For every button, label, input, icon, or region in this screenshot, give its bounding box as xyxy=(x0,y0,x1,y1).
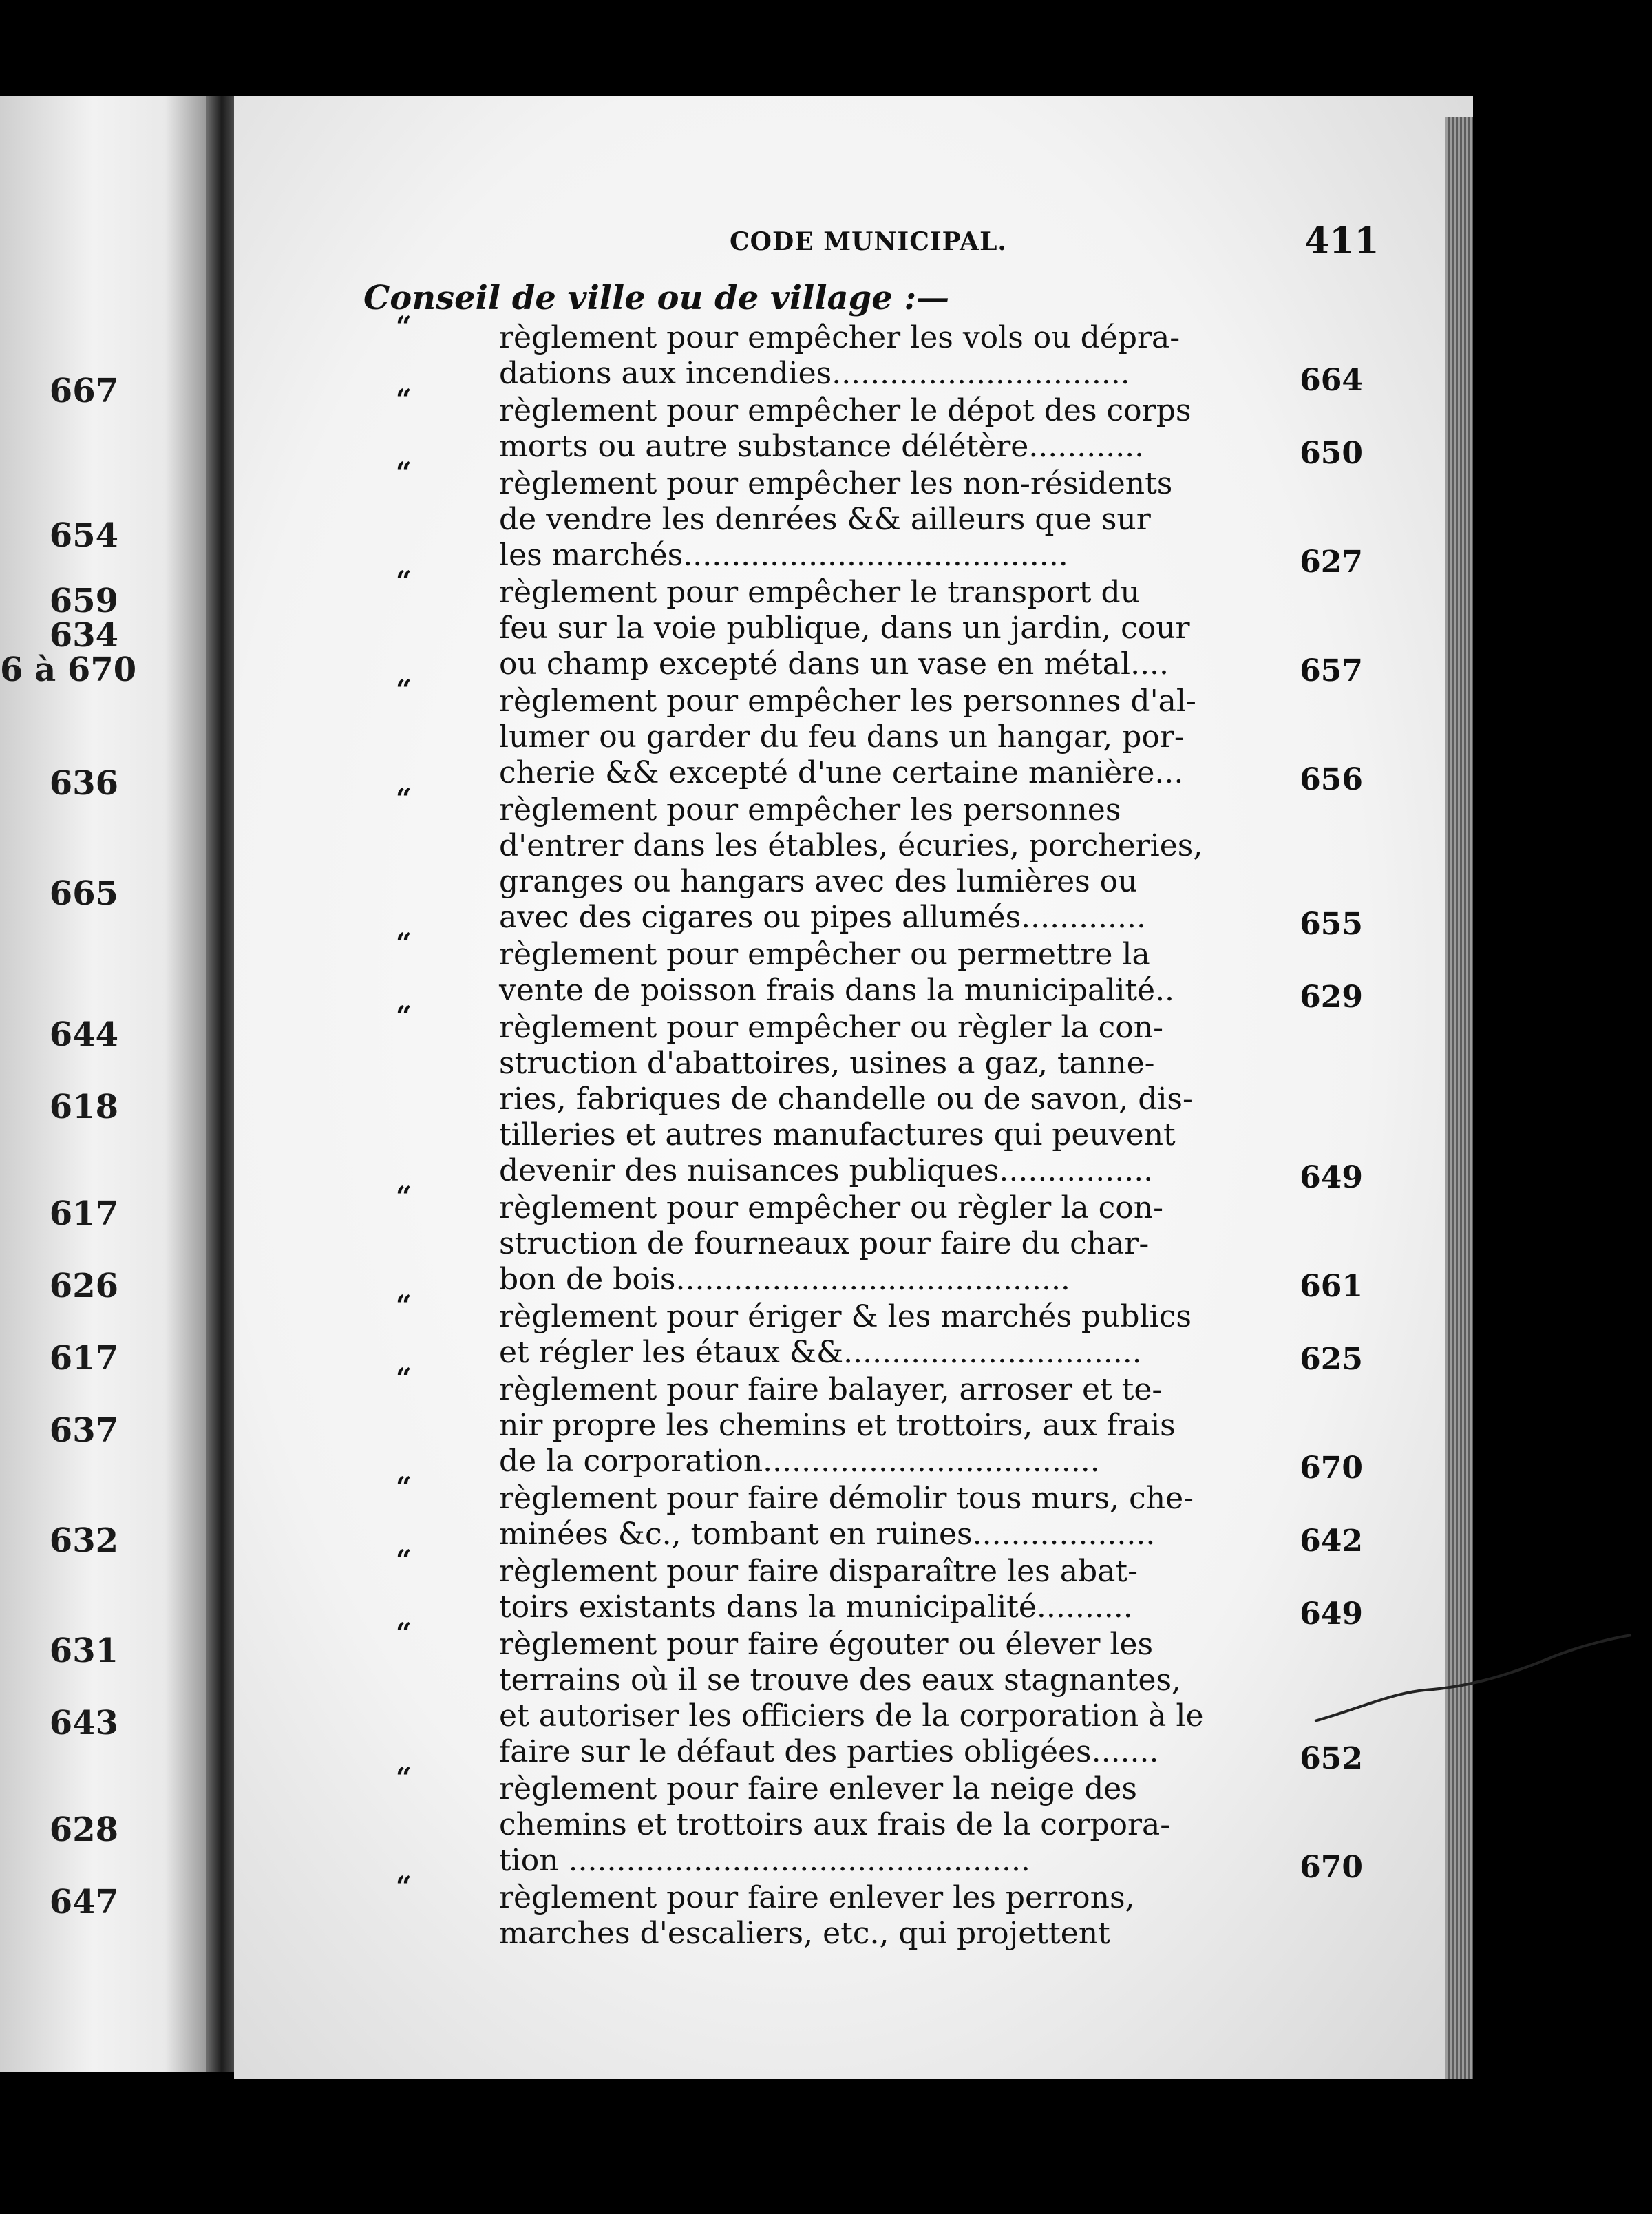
ditto-mark: “ xyxy=(396,927,412,960)
entry-line: terrains où il se trouve des eaux stagnantes, xyxy=(499,1663,1182,1698)
previous-page-reference: 667 xyxy=(49,372,118,410)
previous-page-reference: 654 xyxy=(49,516,118,555)
page-reference: 649 xyxy=(1300,1160,1363,1195)
entry-line: chemins et trottoirs aux frais de la corpora- xyxy=(499,1807,1171,1842)
entry-line: règlement pour faire enlever la neige des xyxy=(499,1771,1137,1806)
entry-line: règlement pour empêcher les personnes xyxy=(499,792,1121,827)
entry-line: tilleries et autres manufactures qui peuvent xyxy=(499,1117,1176,1152)
entry-line: règlement pour faire égouter ou élever les xyxy=(499,1627,1154,1662)
entry-line: nir propre les chemins et trottoirs, aux frais xyxy=(499,1408,1176,1443)
entry-line: tion ................................................ xyxy=(499,1843,1030,1878)
entry-line: règlement pour faire disparaître les abat- xyxy=(499,1554,1138,1589)
ditto-mark: “ xyxy=(396,1544,412,1577)
page-reference: 629 xyxy=(1300,980,1363,1015)
entry-line: règlement pour faire enlever les perrons, xyxy=(499,1880,1135,1915)
page-reference: 664 xyxy=(1300,363,1363,398)
ditto-mark: “ xyxy=(396,310,412,343)
entry-line: règlement pour empêcher les personnes d'al- xyxy=(499,684,1196,719)
entry-line: morts ou autre substance délétère............ xyxy=(499,429,1145,464)
entry-line: minées &c., tombant en ruines................... xyxy=(499,1517,1156,1552)
ditto-mark: “ xyxy=(396,456,412,489)
entry-line: règlement pour empêcher ou permettre la xyxy=(499,937,1150,972)
previous-page-reference: 6 à 670 xyxy=(0,651,137,689)
entry-line: ries, fabriques de chandelle ou de savon, dis- xyxy=(499,1082,1193,1117)
entry-line: les marchés........................................ xyxy=(499,538,1068,573)
entry-line: bon de bois......................................... xyxy=(499,1262,1070,1297)
entry-line: et régler les étaux &&............................... xyxy=(499,1335,1142,1370)
ditto-mark: “ xyxy=(396,565,412,598)
entry-line: dations aux incendies............................... xyxy=(499,356,1130,391)
page-reference: 642 xyxy=(1300,1524,1363,1559)
entry-line: règlement pour empêcher les non-résidents xyxy=(499,466,1173,501)
entry-line: de vendre les denrées && ailleurs que sur xyxy=(499,502,1151,537)
page-reference: 656 xyxy=(1300,762,1363,797)
previous-page-reference: 665 xyxy=(49,874,118,913)
ink-stroke-mark xyxy=(1308,1632,1638,1742)
previous-page-reference: 634 xyxy=(49,616,118,655)
previous-page-reference: 643 xyxy=(49,1704,118,1742)
entry-line: règlement pour empêcher les vols ou dépra- xyxy=(499,320,1180,355)
entry-line: règlement pour empêcher ou règler la con- xyxy=(499,1010,1163,1045)
ditto-mark: “ xyxy=(396,1471,412,1504)
ditto-mark: “ xyxy=(396,1000,412,1033)
entry-line: feu sur la voie publique, dans un jardin, cour xyxy=(499,611,1190,646)
entry-line: et autoriser les officiers de la corporation à le xyxy=(499,1698,1204,1733)
page-reference: 655 xyxy=(1300,907,1363,942)
page-reference: 627 xyxy=(1300,545,1363,580)
previous-page-reference: 632 xyxy=(49,1521,118,1560)
ditto-mark: “ xyxy=(396,383,412,416)
entry-line: cherie && excepté d'une certaine manière... xyxy=(499,755,1184,790)
entry-line: règlement pour empêcher ou règler la con- xyxy=(499,1190,1163,1225)
page-reference: 649 xyxy=(1300,1596,1363,1632)
entry-line: règlement pour faire démolir tous murs, che- xyxy=(499,1481,1194,1516)
ditto-mark: “ xyxy=(396,783,412,815)
page-number: 411 xyxy=(1304,220,1379,262)
entry-line: ou champ excepté dans un vase en métal.... xyxy=(499,646,1169,682)
entry-line: avec des cigares ou pipes allumés............. xyxy=(499,900,1146,935)
ditto-mark: “ xyxy=(396,674,412,706)
previous-page-reference: 626 xyxy=(49,1267,118,1305)
previous-page-reference: 631 xyxy=(49,1632,118,1670)
entry-line: lumer ou garder du feu dans un hangar, por- xyxy=(499,719,1185,755)
previous-page-reference: 628 xyxy=(49,1811,118,1849)
page-reference: 670 xyxy=(1300,1451,1363,1486)
entry-line: devenir des nuisances publiques................ xyxy=(499,1153,1154,1188)
ditto-mark: “ xyxy=(396,1870,412,1903)
entry-line: règlement pour empêcher le dépot des corps xyxy=(499,393,1192,428)
entry-line: struction d'abattoires, usines a gaz, tanne- xyxy=(499,1046,1155,1081)
entry-line: de la corporation................................... xyxy=(499,1444,1100,1479)
page-reference: 650 xyxy=(1300,436,1363,471)
previous-page-reference: 659 xyxy=(49,582,118,620)
entry-line: faire sur le défaut des parties obligées....... xyxy=(499,1734,1159,1769)
entry-line: règlement pour empêcher le transport du xyxy=(499,575,1140,610)
ditto-mark: “ xyxy=(396,1181,412,1213)
book-gutter xyxy=(206,96,234,2072)
previous-page-reference: 647 xyxy=(49,1883,118,1921)
previous-page-reference: 617 xyxy=(49,1339,118,1378)
running-head: CODE MUNICIPAL. xyxy=(730,227,1007,256)
page-reference: 625 xyxy=(1300,1342,1363,1377)
ditto-mark: “ xyxy=(396,1289,412,1322)
ditto-mark: “ xyxy=(396,1617,412,1649)
page-edges xyxy=(1446,117,1473,2079)
entry-line: toirs existants dans la municipalité.......... xyxy=(499,1590,1133,1625)
entry-line: d'entrer dans les étables, écuries, porcheries, xyxy=(499,828,1203,863)
page-reference: 652 xyxy=(1300,1741,1363,1776)
entry-line: règlement pour ériger & les marchés publics xyxy=(499,1299,1192,1334)
ditto-mark: “ xyxy=(396,1362,412,1395)
entry-line: struction de fourneaux pour faire du char- xyxy=(499,1226,1150,1261)
entry-line: règlement pour faire balayer, arroser et te- xyxy=(499,1372,1163,1407)
previous-page-reference: 644 xyxy=(49,1015,118,1054)
previous-page-reference: 636 xyxy=(49,764,118,803)
page-reference: 670 xyxy=(1300,1850,1363,1885)
ditto-mark: “ xyxy=(396,1762,412,1794)
previous-page-reference: 618 xyxy=(49,1088,118,1126)
entry-line: granges ou hangars avec des lumières ou xyxy=(499,864,1138,899)
page-reference: 661 xyxy=(1300,1269,1363,1304)
page-reference: 657 xyxy=(1300,653,1363,688)
section-heading: Conseil de ville ou de village :— xyxy=(363,279,950,317)
previous-page-reference: 637 xyxy=(49,1411,118,1450)
entry-line: marches d'escaliers, etc., qui projettent xyxy=(499,1916,1110,1951)
entry-line: vente de poisson frais dans la municipalité.. xyxy=(499,973,1175,1008)
previous-page-reference: 617 xyxy=(49,1194,118,1233)
